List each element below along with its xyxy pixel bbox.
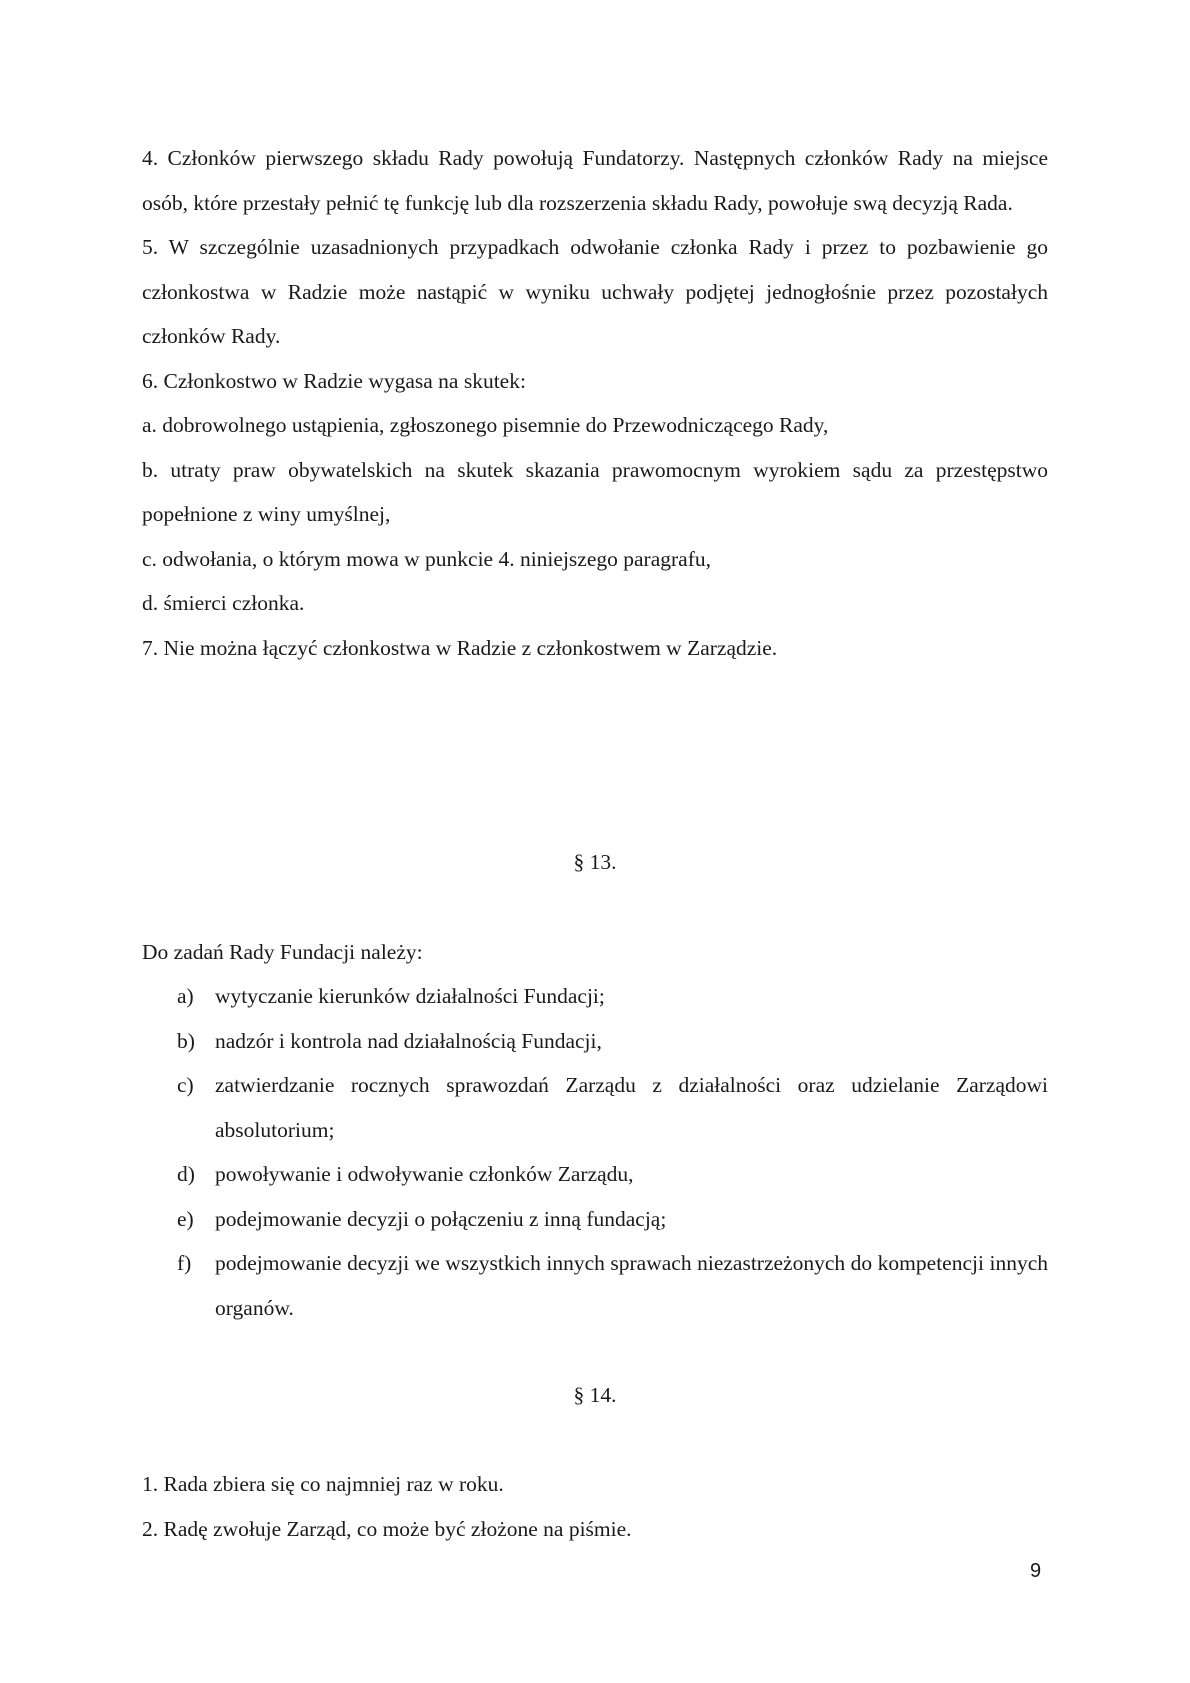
list-item-text: wytyczanie kierunków działalności Fundacji; <box>215 984 605 1008</box>
list-item-text: powoływanie i odwoływanie członków Zarządu, <box>215 1162 634 1186</box>
paragraph-6: 6. Członkostwo w Radzie wygasa na skutek: <box>142 368 526 393</box>
list-item-a <box>177 974 1048 1019</box>
list-item-c <box>177 1063 1048 1152</box>
paragraph-6d: d. śmierci członka. <box>142 591 305 615</box>
section-13-list <box>177 974 1048 1330</box>
paragraph-4: 4. Członków pierwszego składu Rady powołują Fundatorzy. Następnych członków Rady na miejsce osób, które przestały pełnić tę funkcję lub dla rozszerzenia składu Rady, powołuje swą decyzją Rada. <box>142 146 1048 215</box>
paragraph-6b: b. utraty praw obywatelskich na skutek skazania prawomocnym wyrokiem sądu za przestępstwo popełnione z winy umyślnej, <box>142 457 1048 526</box>
section-14-heading: § 14. <box>573 1383 617 1407</box>
list-item-text: zatwierdzanie rocznych sprawozdań Zarządu z działalności oraz udzielanie Zarządowi absolutorium; <box>215 1073 1048 1142</box>
list-marker: c) <box>177 1073 194 1097</box>
list-marker: a) <box>177 984 194 1008</box>
list-item-text: podejmowanie decyzji we wszystkich innych sprawach niezastrzeżonych do kompetencji innych organów. <box>215 1251 1048 1320</box>
paragraph-6c: c. odwołania, o którym mowa w punkcie 4. niniejszego paragrafu, <box>142 546 711 571</box>
list-marker: d) <box>177 1162 195 1186</box>
section-14-body <box>142 1462 1048 1551</box>
page-number: 9 <box>1030 1560 1042 1582</box>
paragraph-5: 5. W szczególnie uzasadnionych przypadkach odwołanie członka Rady i przez to pozbawienie go członkostwa w Radzie może nastąpić w wyniku uchwały podjętej jednogłośnie przez pozostałych członków Rady. <box>142 235 1048 348</box>
list-item-text: nadzór i kontrola nad działalnością Fundacji, <box>215 1028 602 1053</box>
paragraph-14-1: 1. Rada zbiera się co najmniej raz w roku. <box>142 1472 504 1496</box>
list-marker: f) <box>177 1251 192 1275</box>
section-13-intro: Do zadań Rady Fundacji należy: <box>142 940 423 964</box>
list-item-e <box>177 1197 1048 1242</box>
paragraph-14-2: 2. Radę zwołuje Zarząd, co może być złożone na piśmie. <box>142 1516 632 1541</box>
paragraph-6a: a. dobrowolnego ustąpienia, zgłoszonego pisemnie do Przewodniczącego Rady, <box>142 413 829 437</box>
section-13-heading: § 13. <box>573 850 617 874</box>
section-12-continued <box>142 136 1048 670</box>
list-marker: e) <box>177 1206 194 1231</box>
list-item-b <box>177 1019 1048 1064</box>
list-item-f <box>177 1241 1048 1330</box>
list-marker: b) <box>177 1028 195 1053</box>
list-item-text: podejmowanie decyzji o połączeniu z inną fundacją; <box>215 1206 667 1231</box>
list-item-d <box>177 1152 1048 1197</box>
paragraph-7: 7. Nie można łączyć członkostwa w Radzie z członkostwem w Zarządzie. <box>142 635 778 660</box>
